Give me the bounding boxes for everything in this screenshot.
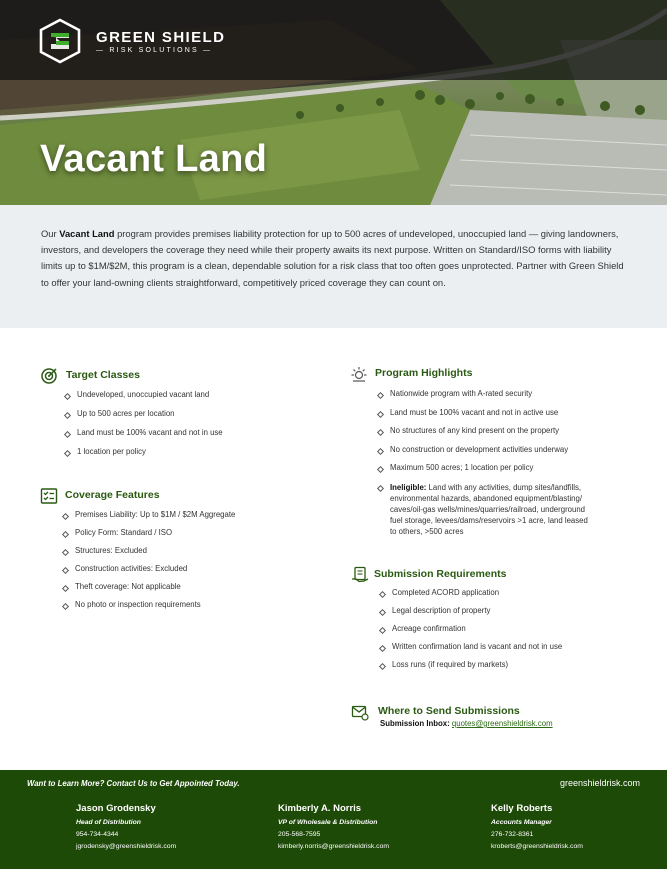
list-item: Nationwide program with A-rated security (378, 389, 638, 398)
target-classes-list (65, 390, 315, 456)
website-link[interactable]: greenshieldrisk.com (560, 778, 641, 788)
list-item: No photo or inspection requirements (63, 600, 323, 609)
coverage-features-list (63, 510, 323, 609)
document-hand-icon (351, 566, 369, 584)
list-item: Undeveloped, unoccupied vacant land (65, 390, 315, 399)
submission-inbox: Submission Inbox: quotes@greenshieldrisk.com (380, 719, 553, 728)
brand-subtitle: — RISK SOLUTIONS — (96, 47, 213, 54)
contact-phone[interactable]: 276-732-8361 (491, 831, 534, 838)
contact-name: Kelly Roberts (491, 803, 553, 814)
list-item: Written confirmation land is vacant and not in use (380, 642, 640, 651)
contact-card (491, 803, 583, 850)
list-item: Premises Liability: Up to $1M / $2M Aggregate (63, 510, 323, 519)
intro-paragraph: Our Vacant Land program provides premises liability protection for up to 500 acres of undeveloped, unoccupied land — giving landowners, investors, and developers the coverage they need while their property awaits its next purpose. Written on Standard/ISO forms with liability limits up to $1M/$2M, this program is a clean, dependable solution for a risk class that too often goes unprotected. Partner with Green Shield to offer your land-owning clients straightforward, competitively priced coverage they can count on. (41, 228, 624, 288)
contact-card (278, 803, 389, 850)
contact-email[interactable]: kroberts@greenshieldrisk.com (491, 843, 583, 850)
contact-card (76, 803, 176, 850)
list-item: Policy Form: Standard / ISO (63, 528, 323, 537)
page-title: Vacant Land (40, 138, 268, 180)
list-item: Loss runs (if required by markets) (380, 660, 640, 669)
contact-title: VP of Wholesale & Distribution (278, 819, 378, 826)
contact-title: Head of Distribution (76, 819, 141, 826)
checklist-icon (40, 487, 58, 505)
contact-email[interactable]: jgrodensky@greenshieldrisk.com (76, 843, 177, 850)
list-item: Structures: Excluded (63, 546, 323, 555)
sun-icon (350, 365, 368, 383)
contact-email[interactable]: kimberly.norris@greenshieldrisk.com (278, 843, 390, 850)
submission-email-link[interactable]: quotes@greenshieldrisk.com (451, 719, 553, 728)
list-item: 1 location per policy (65, 447, 315, 456)
hero-banner (0, 0, 667, 205)
footer (0, 770, 667, 869)
target-icon (40, 367, 58, 385)
contact-title: Accounts Manager (491, 819, 552, 826)
list-item: Land must be 100% vacant and not in active use (378, 408, 638, 417)
list-item: Maximum 500 acres; 1 location per policy (378, 463, 638, 472)
submission-requirements-list (380, 588, 640, 669)
list-item: Theft coverage: Not applicable (63, 582, 323, 591)
coverage-features-heading: Coverage Features (65, 489, 160, 501)
program-highlights-list (378, 389, 638, 538)
contact-phone[interactable]: 205-568-7595 (278, 831, 321, 838)
list-item: Land must be 100% vacant and not in use (65, 428, 315, 437)
list-item: Acreage confirmation (380, 624, 640, 633)
contact-name: Kimberly A. Norris (278, 803, 362, 814)
submission-requirements-heading: Submission Requirements (374, 568, 507, 580)
list-item: Construction activities: Excluded (63, 564, 323, 573)
mail-icon (351, 703, 369, 721)
where-to-send-heading: Where to Send Submissions (378, 705, 520, 717)
intro-section (0, 205, 667, 328)
contact-name: Jason Grodensky (76, 803, 156, 814)
list-item: Legal description of property (380, 606, 640, 615)
list-item: No construction or development activities underway (378, 445, 638, 454)
shield-logo-icon (38, 18, 82, 64)
list-item: No structures of any kind present on the property (378, 426, 638, 435)
brand-name: GREEN SHIELD (96, 29, 226, 46)
ineligible-item: Ineligible: Land with any activities, dump sites/landfills, environmental hazards, abandoned equipment/blasting/ caves/oil-gas wells/mines/quarries/railroad, underground fuel storage, levees/dams/reservoirs >1 acre, land leased to others, >500 acres (378, 482, 638, 538)
target-classes-heading: Target Classes (66, 369, 140, 381)
list-item: Up to 500 acres per location (65, 409, 315, 418)
list-item: Completed ACORD application (380, 588, 640, 597)
footer-cta: Want to Learn More? Contact Us to Get Appointed Today. (27, 779, 240, 788)
contact-phone[interactable]: 954-734-4344 (76, 831, 119, 838)
program-highlights-heading: Program Highlights (375, 367, 473, 379)
